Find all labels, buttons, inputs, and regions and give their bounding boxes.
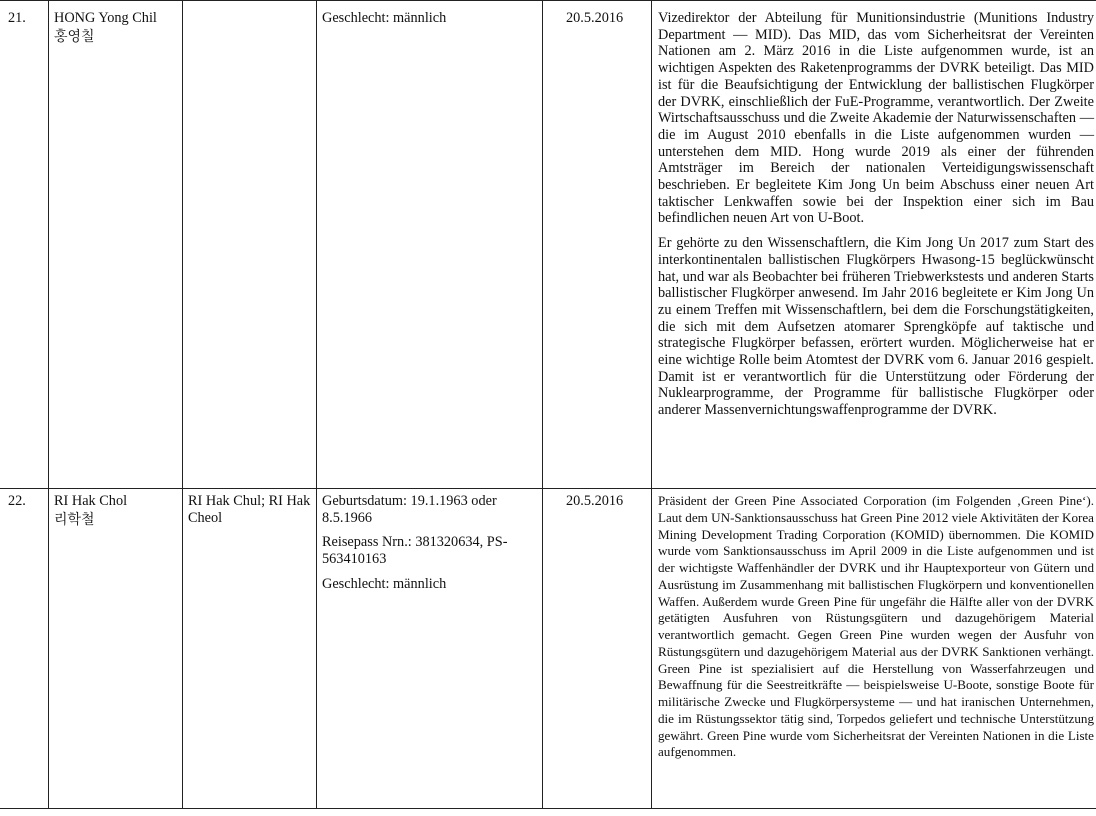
identifying-info-line: Reisepass Nrn.: 381320634, PS-563410163 bbox=[322, 534, 508, 568]
entry-number: 22. bbox=[8, 493, 26, 509]
entry-name-korean: 리학철 bbox=[54, 511, 95, 528]
column-divider bbox=[651, 0, 652, 809]
identifying-info-line: Geschlecht: männlich bbox=[322, 10, 447, 26]
entry-date-listed: 20.5.2016 bbox=[566, 10, 624, 26]
reasons-paragraph: Präsident der Green Pine Associated Corporation (im Folgenden ‚Green Pine‘). Laut dem UN-Sanktionsausschuss hat Green Pine 2012 viele Aktivitäten der Korea Mining Development Trading Corporation (KOMID) übernommen. Die KOMID wurde vom Sanktionsausschuss im April 2009 in die Liste aufgenommen und ist der wichtigste Waffenhändler der DVRK und ihr Hauptexporteur von Gütern und Ausrüstung im Zusammenhang mit ballistischen Flugkörpern und konventionellen Waffen. Außerdem wurde Green Pine für ungefähr die Hälfte aller von der DVRK getätigten Ausfuhren von Rüstungsgütern und dazugehörigem Material verantwortlich gemacht. Gegen Green Pine wurden wegen der Ausfuhr von Rüstungsgütern und dazugehörigem Material aus der DVRK Sanktionen verhängt. Green Pine ist spezialisiert auf die Herstellung von Wasserfahrzeugen und Bewaffnung für die Seestreitkräfte — beispielsweise U-Boote, sonstige Boote für militärische Zwecke und Flugkörpersysteme — und hat iranischen Unternehmen, die im Rüstungssektor tätig sind, Torpedos geliefert und technische Unterstützung gewährt. Green Pine wurde vom Sicherheitsrat der Vereinten Nationen in die Liste aufgenommen. bbox=[658, 493, 1094, 760]
entry-name-cell bbox=[54, 10, 178, 45]
entry-date-listed: 20.5.2016 bbox=[566, 493, 624, 509]
identifying-info-line: Geburtsdatum: 19.1.1963 oder 8.5.1966 bbox=[322, 493, 497, 526]
row-divider-top bbox=[0, 0, 1096, 1]
entry-name: HONG Yong Chil bbox=[54, 10, 157, 26]
entry-reasons bbox=[658, 493, 1094, 761]
column-divider bbox=[316, 0, 317, 809]
column-divider bbox=[48, 0, 49, 809]
entry-identifying-info bbox=[322, 10, 538, 27]
entry-reasons bbox=[658, 10, 1094, 419]
identifying-info-line: Geschlecht: männlich bbox=[322, 575, 447, 592]
column-divider bbox=[182, 0, 183, 809]
reasons-paragraph: Er gehörte zu den Wissenschaftlern, die Kim Jong Un 2017 zum Start des interkontinentalen ballistischen Flugkörpers Hwasong-15 beglückwünscht hat, und war als Beobachter bei früheren Triebwerkstests und anderen Starts ballistischer Flugkörper anwesend. Im Jahr 2016 begleitete er Kim Jong Un zu einem Treffen mit Wissenschaftlern, bei dem die Forschungstätigkeiten, die sich mit dem Aufsetzen atomarer Sprengköpfe auf taktische und strategische Flugkörper befassen, erörtert wurden. Möglicherweise hat er eine wichtige Rolle beim Atomtest der DVRK vom 6. Januar 2016 gespielt. Damit ist er verantwortlich für die Unterstützung oder Förderung der Nuklearprogramme, der Programme für ballistische Flugkörper oder anderer Massenvernichtungswaffenprogramme der DVRK. bbox=[658, 235, 1094, 419]
entry-number: 21. bbox=[8, 10, 26, 26]
column-divider bbox=[542, 0, 543, 809]
reasons-paragraph: Vizedirektor der Abteilung für Munitionsindustrie (Munitions Industry Department — MID). Das MID, das vom Sicherheitsrat der Vereinten Nationen am 2. März 2016 in die Liste aufgenommen wurde, ist an wichtigen Aspekten des Raketenprogramms der DVRK beteiligt. Das MID ist für die Beaufsichtigung der Entwicklung der ballistischen Flugkörper der DVRK, einschließlich der FuE-Programme, verantwortlich. Der Zweite Wirtschaftsausschuss und die Zweite Akademie der Naturwissenschaften — die im August 2010 ebenfalls in die Liste aufgenommen wurden — unterstehen dem MID. Hong wurde 2019 als einer der führenden Amtsträger im Bereich der nationalen Verteidigungswissenschaft beschrieben. Er begleitete Kim Jong Un beim Abschuss einer neuen Art taktischer Lenkwaffen sowie bei der Inspektion einer sich im Bau befindlichen neuen Art von U-Boot. bbox=[658, 10, 1094, 227]
entry-name: RI Hak Chol bbox=[54, 493, 128, 509]
entry-aliases: RI Hak Chul; RI Hak Cheol bbox=[188, 493, 311, 526]
entry-name-cell bbox=[54, 493, 178, 528]
entry-identifying-info bbox=[322, 493, 538, 593]
row-divider-middle bbox=[0, 488, 1096, 489]
row-divider-bottom bbox=[0, 808, 1096, 809]
entry-name-korean: 홍영칠 bbox=[54, 28, 95, 45]
